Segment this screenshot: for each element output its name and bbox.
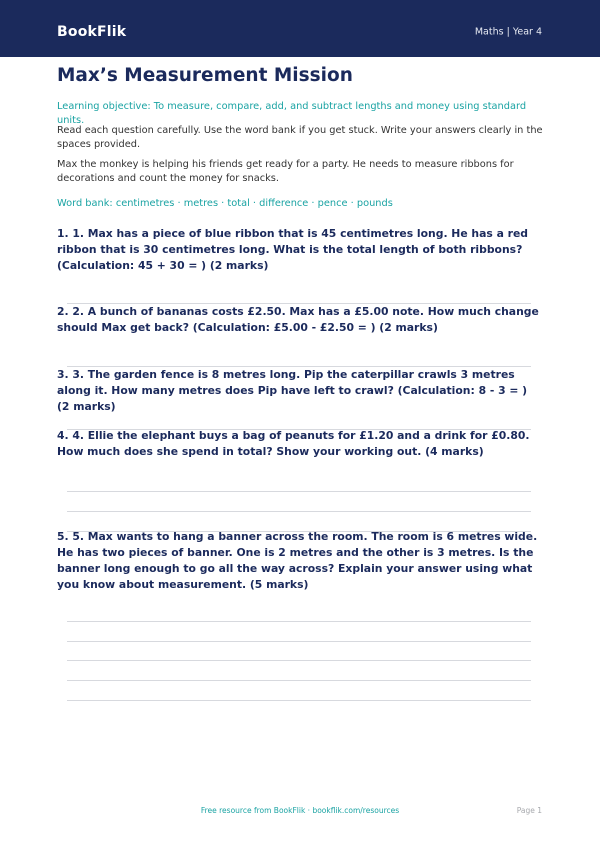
- worksheet-title: Max’s Measurement Mission: [57, 65, 353, 86]
- answer-line[interactable]: [67, 491, 531, 492]
- answer-line[interactable]: [67, 511, 531, 512]
- word-bank: Word bank: centimetres · metres · total · difference · pence · pounds: [57, 198, 393, 209]
- answer-line[interactable]: [67, 700, 531, 701]
- intro-text: Max the monkey is helping his friends get ready for a party. He needs to measure ribbons for decorations and count the money for snacks.: [57, 159, 514, 184]
- question-3: 3. 3. The garden fence is 8 metres long. Pip the caterpillar crawls 3 metres along it. How many metres does Pip have left to crawl? (Calculation: 8 - 3 = ) (2 marks): [57, 368, 528, 413]
- question-4: 4. 4. Ellie the elephant buys a bag of peanuts for £1.20 and a drink for £0.80. How much does she spend in total? Show your working out. (4 marks): [57, 429, 530, 458]
- page-number: Page 1: [516, 806, 542, 815]
- subject-label: Maths | Year 4: [474, 26, 542, 38]
- question-1: 1. 1. Max has a piece of blue ribbon that is 45 centimetres long. He has a red ribbon that is 30 centimetres long. What is the total length of both ribbons? (Calculation: 45 + 30 = ) (2 marks): [57, 227, 529, 272]
- question-5: 5. 5. Max wants to hang a banner across the room. The room is 6 metres wide. He has two pieces of banner. One is 2 metres and the other is 3 metres. Is the banner long enough to go all the way across? Explain your answer using what you know about measurement. (5 marks): [57, 530, 538, 591]
- footer-resource-link[interactable]: Free resource from BookFlik · bookflik.com/resources: [200, 806, 400, 815]
- answer-line[interactable]: [67, 680, 531, 681]
- instructions-text: Read each question carefully. Use the word bank if you get stuck. Write your answers clearly in the spaces provided.: [57, 125, 543, 150]
- brand-logo: BookFlik: [57, 24, 127, 40]
- page-header: [0, 0, 600, 57]
- learning-objective: Learning objective: To measure, compare, add, and subtract lengths and money using standard units.: [57, 101, 527, 126]
- answer-line[interactable]: [67, 660, 531, 661]
- answer-line[interactable]: [67, 641, 531, 642]
- answer-line[interactable]: [67, 621, 531, 622]
- question-2: 2. 2. A bunch of bananas costs £2.50. Max has a £5.00 note. How much change should Max get back? (Calculation: £5.00 - £2.50 = ) (2 marks): [57, 305, 539, 334]
